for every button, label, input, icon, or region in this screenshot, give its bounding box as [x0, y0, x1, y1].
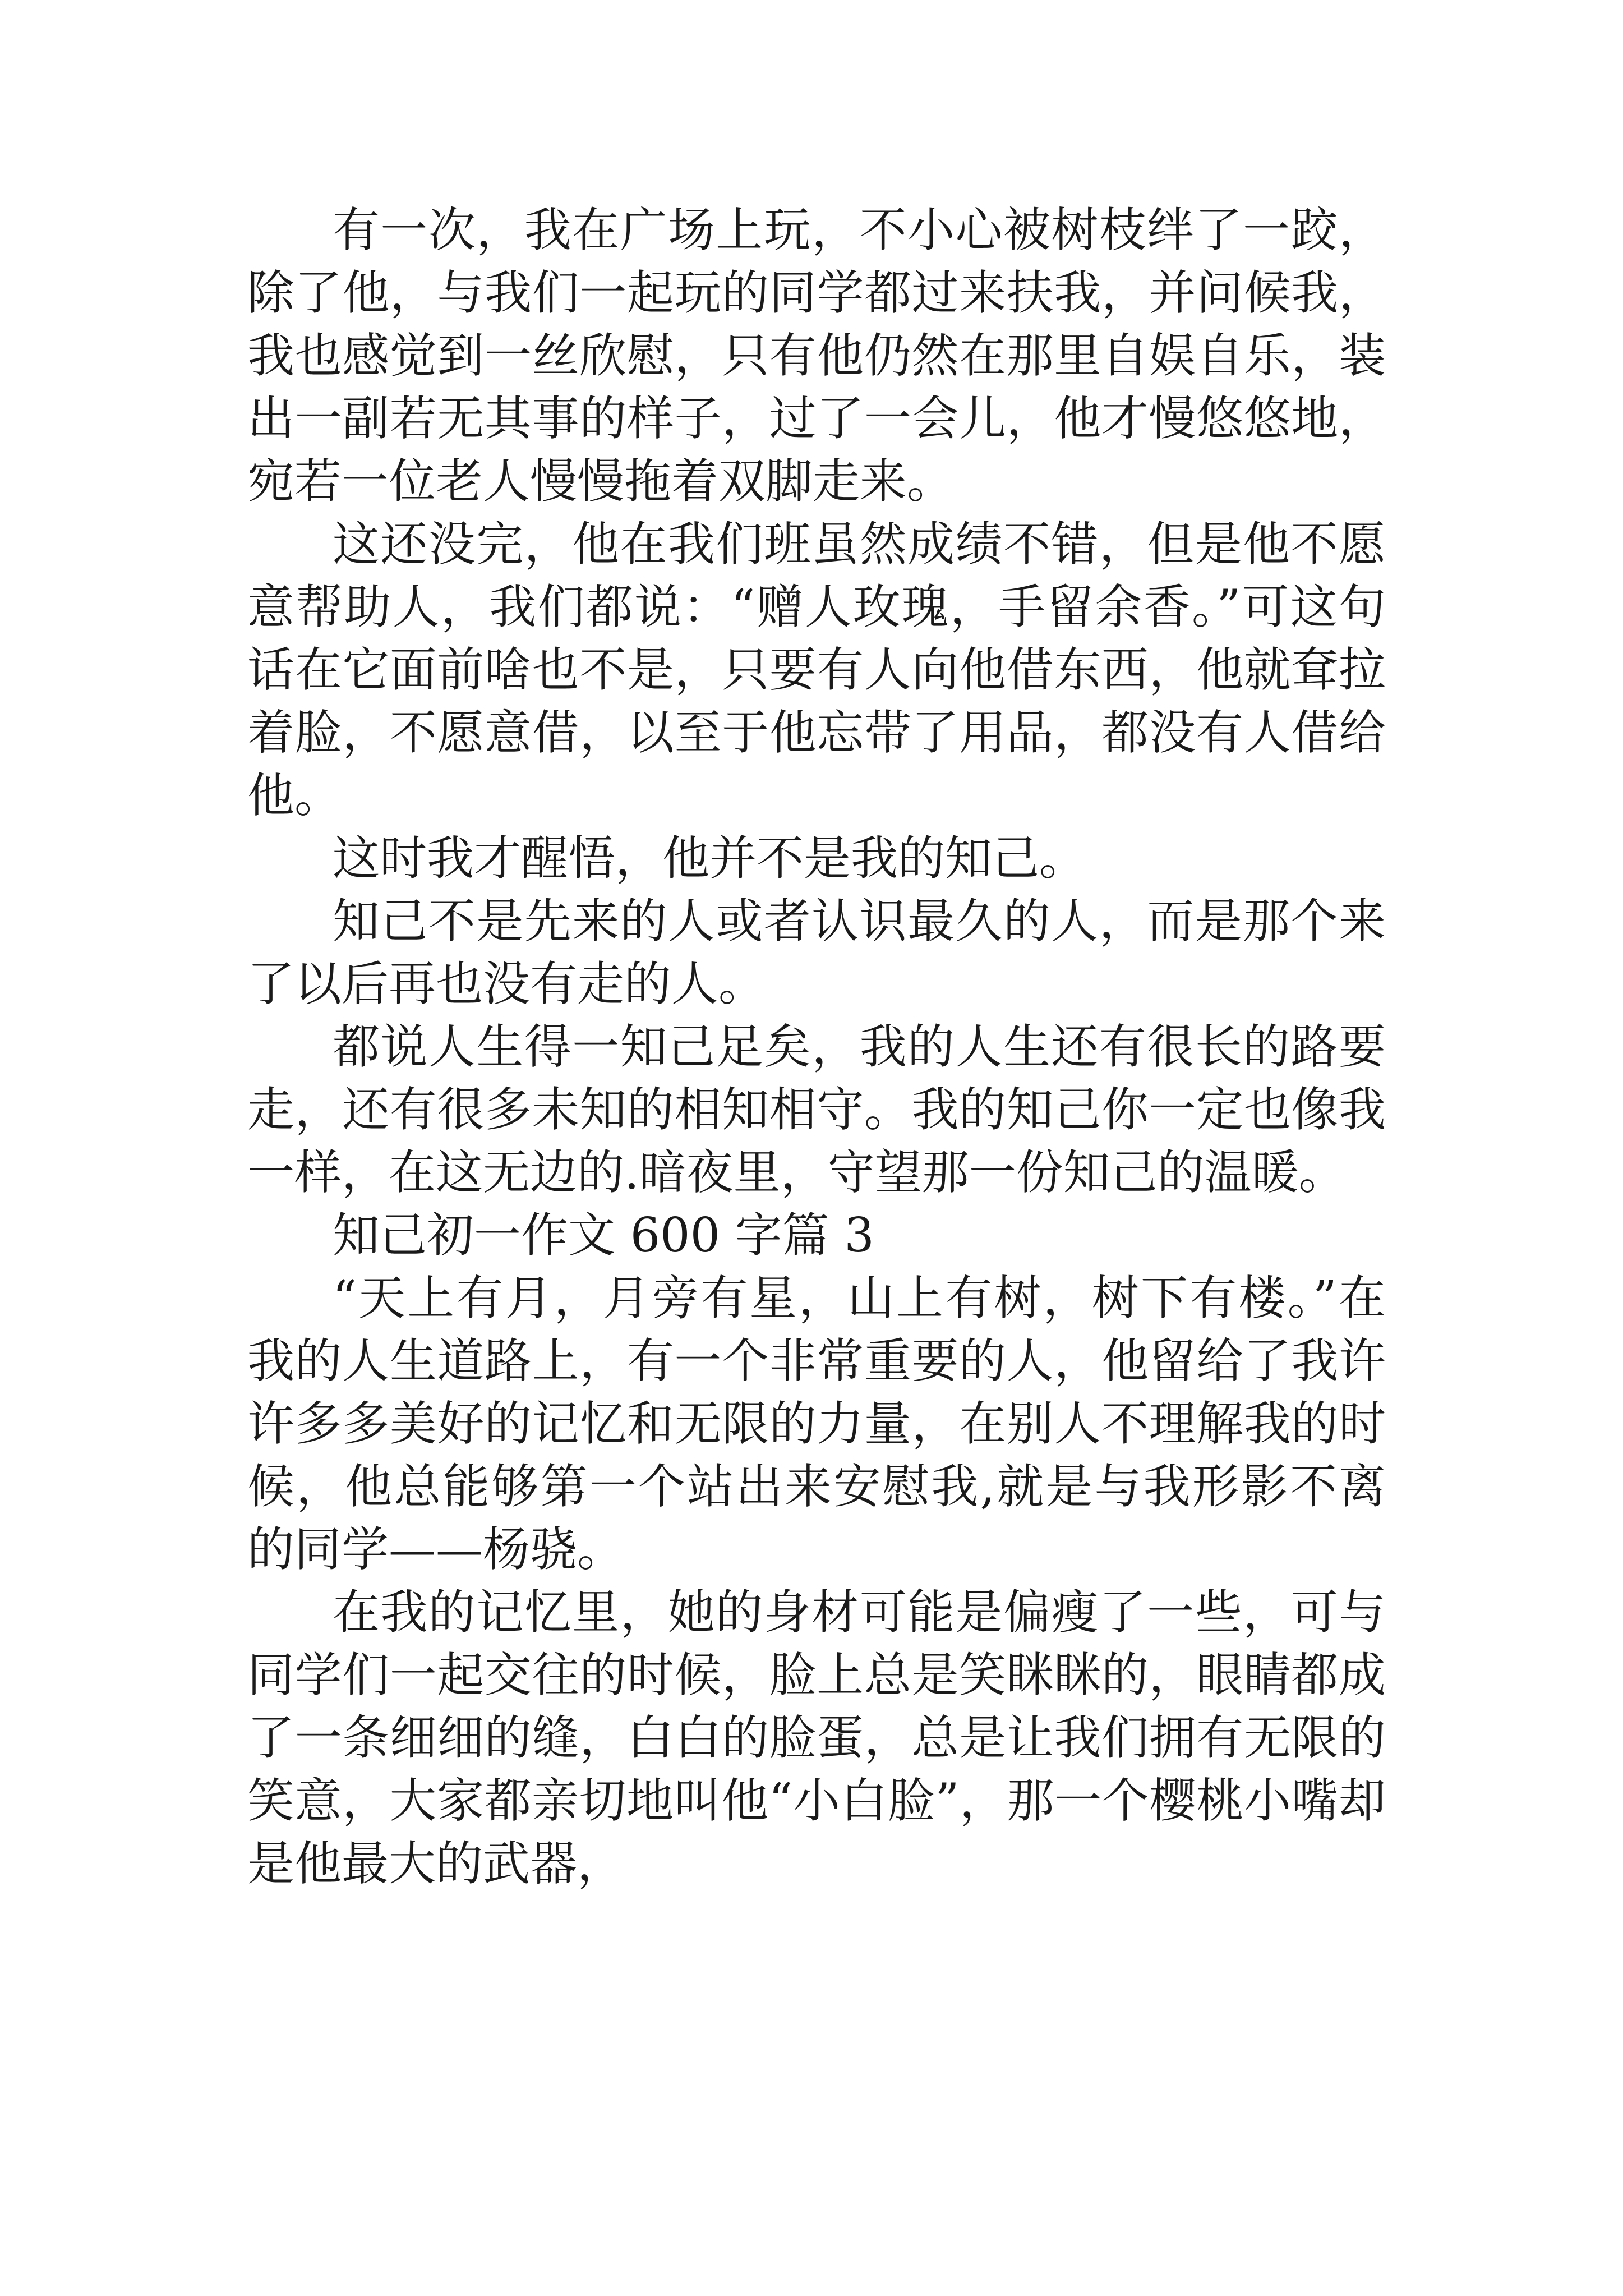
paragraph: “天上有月，月旁有星，山上有树，树下有楼。”在我的人生道路上，有一个非常重要的人，他留给了我许许多多美好的记忆和无限的力量，在别人不理解我的时候，他总能够第一个站出来安慰我,就是与我形影不离的同学——杨骁。	[247, 1271, 1386, 1577]
paragraph: 在我的记忆里，她的身材可能是偏瘦了一些，可与同学们一起交往的时候，脸上总是笑眯眯的，眼睛都成了一条细细的缝，白白的脸蛋，总是让我们拥有无限的笑意，大家都亲切地叫他“小白脸”，那一个樱桃小嘴却是他最大的武器，	[247, 1585, 1386, 1891]
essay-body	[247, 199, 1386, 1895]
paragraph: 这还没完，他在我们班虽然成绩不错，但是他不愿意帮助人，我们都说：“赠人玫瑰，手留余香。”可这句话在它面前啥也不是，只要有人向他借东西，他就耷拉着脸，不愿意借，以至于他忘带了用品，都没有人借给他。	[247, 517, 1386, 823]
paragraph: 有一次，我在广场上玩，不小心被树枝绊了一跤，除了他，与我们一起玩的同学都过来扶我，并问候我，我也感觉到一丝欣慰，只有他仍然在那里自娱自乐，装出一副若无其事的样子，过了一会儿，他才慢悠悠地，宛若一位老人慢慢拖着双脚走来。	[247, 203, 1386, 509]
paragraph: 这时我才醒悟，他并不是我的知己。	[333, 831, 1087, 886]
paragraph: 都说人生得一知己足矣，我的人生还有很长的路要走，还有很多未知的相知相守。我的知己你一定也像我一样，在这无边的.暗夜里，守望那一份知己的温暖。	[247, 1019, 1386, 1200]
section-heading: 知己初一作文 600 字篇 3	[333, 1208, 874, 1263]
paragraph: 知己不是先来的人或者认识最久的人，而是那个来了以后再也没有走的人。	[247, 894, 1386, 1011]
